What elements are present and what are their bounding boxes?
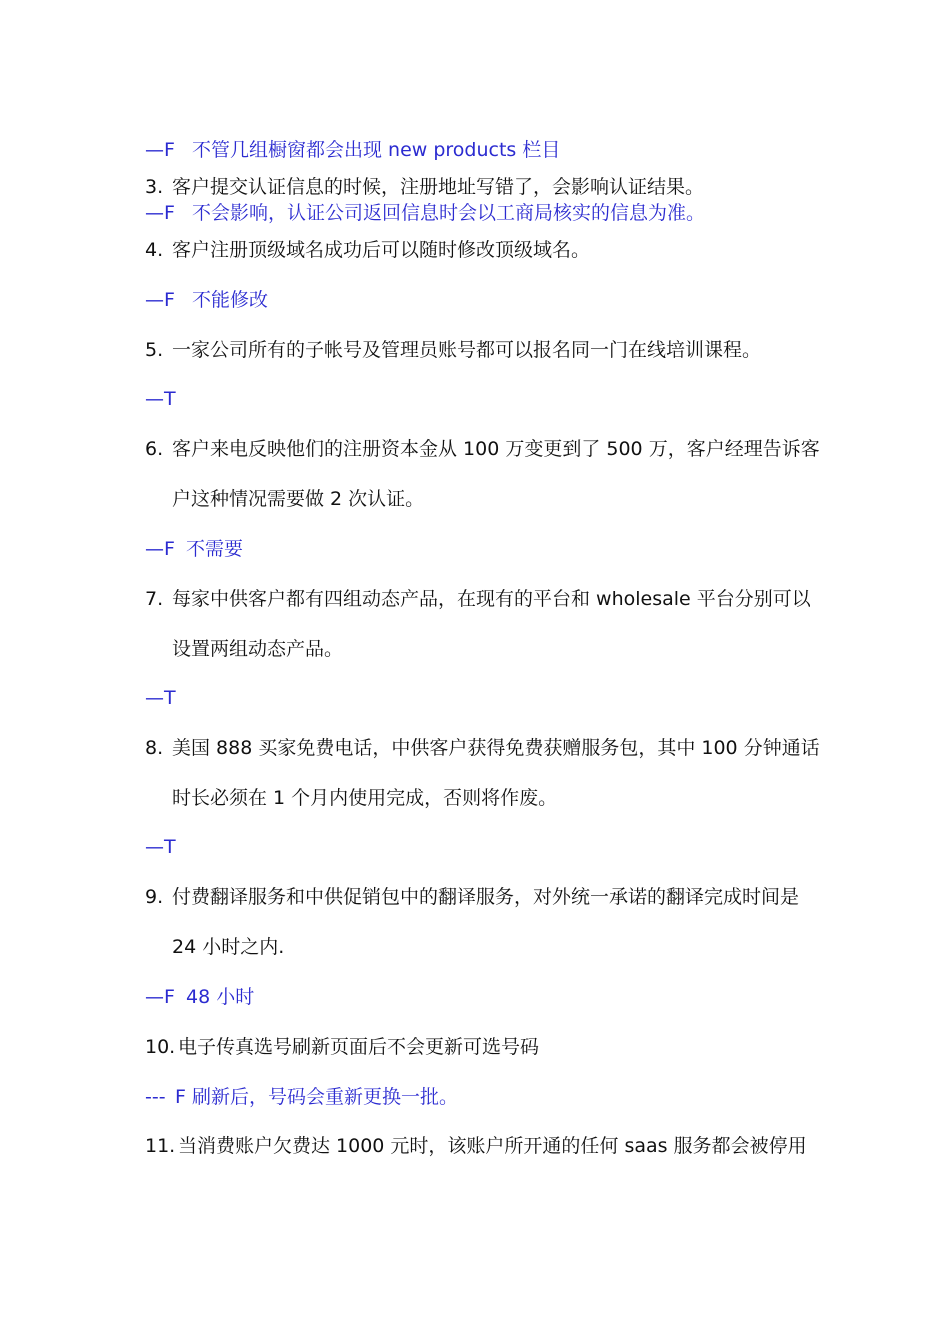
question-number: 9. (145, 886, 164, 908)
question-text: 电子传真选号刷新页面后不会更新可选号码 (178, 1036, 540, 1058)
question-number: 3. (145, 176, 164, 198)
answer-text: 不需要 (186, 538, 244, 560)
question-9 (145, 884, 799, 910)
answer-line (145, 685, 176, 711)
question-10 (145, 1034, 539, 1060)
question-text: 设置两组动态产品。 (172, 638, 344, 660)
question-number: 4. (145, 239, 164, 261)
question-text: 户这种情况需要做 2 次认证。 (172, 488, 425, 510)
answer-marker: —T (145, 388, 176, 410)
question-number: 6. (145, 438, 164, 460)
question-6 (145, 436, 820, 462)
question-text: 时长必须在 1 个月内使用完成，否则将作废。 (172, 787, 558, 809)
question-number: 11. (145, 1135, 176, 1157)
question-text: 付费翻译服务和中供促销包中的翻译服务，对外统一承诺的翻译完成时间是 (172, 886, 800, 908)
answer-marker: —F (145, 289, 175, 311)
question-number: 8. (145, 737, 164, 759)
answer-marker: —T (145, 687, 176, 709)
question-text: 当消费账户欠费达 1000 元时，该账户所开通的任何 saas 服务都会被停用 (178, 1135, 807, 1157)
question-text-continued (172, 636, 343, 662)
answer-line (145, 1084, 458, 1110)
question-text: 一家公司所有的子帐号及管理员账号都可以报名同一门在线培训课程。 (172, 339, 762, 361)
answer-marker: —T (145, 836, 176, 858)
answer-marker: —F (145, 139, 175, 161)
question-text: 24 小时之内. (172, 936, 285, 958)
question-text-continued (172, 785, 557, 811)
answer-line (145, 200, 705, 226)
question-4 (145, 237, 590, 263)
answer-text: F 刷新后，号码会重新更换一批。 (175, 1086, 458, 1108)
question-number: 5. (145, 339, 164, 361)
question-text: 美国 888 买家免费电话，中供客户获得免费获赠服务包，其中 100 分钟通话 (172, 737, 820, 759)
answer-line (145, 137, 560, 163)
answer-text: 不管几组橱窗都会出现 new products 栏目 (192, 139, 561, 161)
question-text-continued (172, 486, 424, 512)
question-11 (145, 1133, 807, 1159)
question-text-continued (172, 934, 284, 960)
answer-text: 不会影响，认证公司返回信息时会以工商局核实的信息为准。 (192, 202, 706, 224)
answer-line (145, 834, 176, 860)
question-text: 客户提交认证信息的时候，注册地址写错了，会影响认证结果。 (172, 176, 705, 198)
question-8 (145, 735, 820, 761)
question-3 (145, 174, 704, 200)
question-number: 7. (145, 588, 164, 610)
answer-marker: —F (145, 986, 175, 1008)
answer-line (145, 287, 268, 313)
answer-line (145, 536, 243, 562)
answer-marker: —F (145, 202, 175, 224)
answer-marker: —F (145, 538, 175, 560)
question-5 (145, 337, 761, 363)
question-number: 10. (145, 1036, 176, 1058)
question-text: 客户注册顶级域名成功后可以随时修改顶级域名。 (172, 239, 591, 261)
answer-line (145, 984, 254, 1010)
question-text: 客户来电反映他们的注册资本金从 100 万变更到了 500 万，客户经理告诉客 (172, 438, 820, 460)
answer-marker: --- (145, 1086, 166, 1108)
answer-text: 48 小时 (186, 986, 255, 1008)
answer-text: 不能修改 (192, 289, 269, 311)
question-text: 每家中供客户都有四组动态产品，在现有的平台和 wholesale 平台分别可以 (172, 588, 811, 610)
question-7 (145, 586, 811, 612)
answer-line (145, 386, 176, 412)
